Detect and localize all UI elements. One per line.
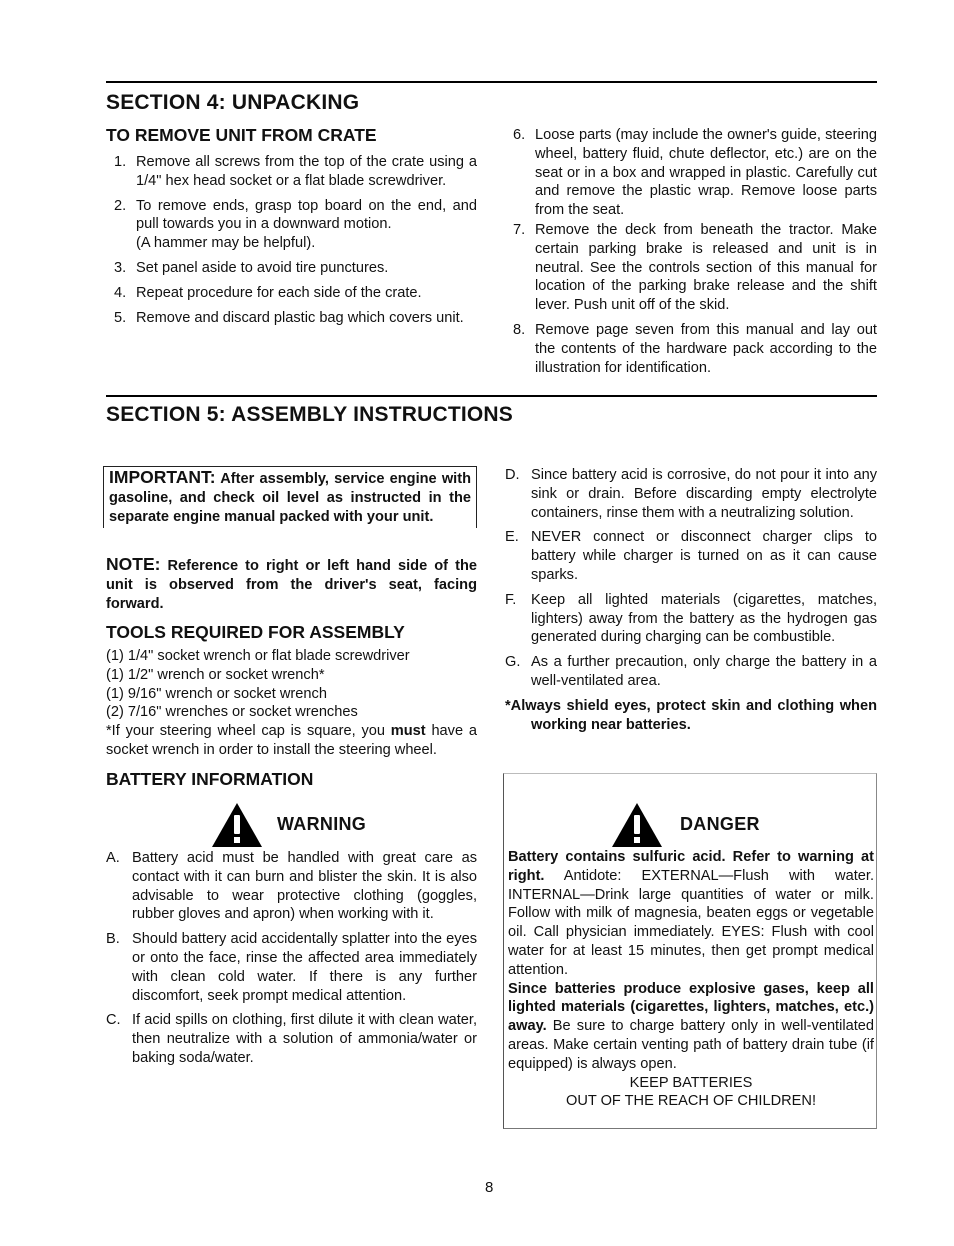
list-item: A. Battery acid must be handled with great care as contact with it can burn and blister the skin. It is also advisable to wear protective clothing (goggles, rubber gloves and apron) when working with it. [106,850,477,923]
page-number: 8 [485,1179,494,1196]
important-notice: IMPORTANT: After assembly, service engine with gasoline, and check oil level as instructed in the separate engine manual packed with your unit. [109,467,471,525]
warning-label: WARNING [277,814,367,834]
list-item: G. As a further precaution, only charge the battery in a well-ventilated area. [505,654,877,689]
list-item: (1) 9/16" wrench or socket wrench [106,685,327,702]
list-item: 5. Remove and discard plastic bag which covers unit. [114,309,464,326]
list-item: 1. Remove all screws from the top of the crate using a 1/4" hex head socket or a flat blade screwdriver. [114,154,477,189]
battery-list-left [106,849,477,1068]
list-item: 8. Remove page seven from this manual and lay out the contents of the hardware pack according to the illustration for identification. [513,321,877,376]
important-box [103,466,477,528]
note-text: NOTE: Reference to right or left hand side of the unit is observed from the driver's seat, facing forward. [106,554,477,612]
tools-footnote: *If your steering wheel cap is square, you must have a socket wrench in order to install the steering wheel. [106,723,477,758]
list-item: (2) 7/16" wrenches or socket wrenches [106,704,358,721]
section-4-title: SECTION 4: UNPACKING [106,91,360,114]
section-4-right-column [505,126,877,377]
battery-list-right [505,466,877,734]
list-item: 7. Remove the deck from beneath the tractor. Make certain parking brake is released and unit is in neutral. See the controls section of this manual for location of the parking brake release and the shift lever. Push unit off of the skid. [513,221,877,314]
list-item: 2. To remove ends, grasp top board on the end, and pull towards you in a downward motion. (A hammer may be helpful). [114,197,477,252]
note-block [106,555,477,613]
danger-label: DANGER [680,814,760,834]
list-item: B. Should battery acid accidentally splatter into the eyes or onto the face, rinse the affected area immediately with clean cold water. If there is any further discomfort, seek prompt medical attention. [106,931,477,1004]
section-5-title: SECTION 5: ASSEMBLY INSTRUCTIONS [106,403,514,426]
section-divider [106,395,877,397]
danger-text [508,848,874,1111]
section-4-left-column [106,153,477,327]
list-item: D. Since battery acid is corrosive, do not pour it into any sink or drain. Before discarding empty electrolyte containers, rinse them with a neutralizing solution. [505,467,877,521]
keep-batteries-line-1: KEEP BATTERIES [629,1074,753,1091]
list-item: 6. Loose parts (may include the owner's guide, steering wheel, battery fluid, chute deflector, etc.) are on the seat or in a box and wrapped in plastic. Carefully cut and remove the plastic wrap. Remove loose parts from the seat. [513,127,877,219]
danger-paragraph-1: Battery contains sulfuric acid. Refer to warning at right. Antidote: EXTERNAL—Flush with water. INTERNAL—Drink large quantities of water or milk. Follow with milk of magnesia, beaten eggs or vegetable oil. Call physician immediately. EYES: Flush with cool water for at least 15 minutes, then get prompt medical attention. [508,849,874,978]
tools-heading: TOOLS REQUIRED FOR ASSEMBLY [106,622,405,642]
list-item: 3. Set panel aside to avoid tire punctures. [114,259,389,276]
danger-box [503,773,877,1129]
tools-list [106,647,477,760]
battery-heading: BATTERY INFORMATION [106,769,314,789]
list-item: C. If acid spills on clothing, first dilute it with clean water, then neutralize with a solution of ammonia/water or baking soda/water. [106,1012,477,1066]
list-item: (1) 1/4" socket wrench or flat blade screwdriver [106,648,410,664]
warning-icon [211,802,263,848]
list-item: (1) 1/2" wrench or socket wrench* [106,666,325,683]
crate-heading: TO REMOVE UNIT FROM CRATE [106,125,377,145]
keep-batteries-line-2: OUT OF THE REACH OF CHILDREN! [565,1093,816,1110]
list-item: 4. Repeat procedure for each side of the crate. [114,284,422,301]
danger-icon [611,802,663,848]
shield-note: *Always shield eyes, protect skin and clothing when working near batteries. [505,697,877,733]
list-item: E. NEVER connect or disconnect charger clips to battery while charger is turned on as it can cause sparks. [505,529,877,583]
danger-paragraph-2: Since batteries produce explosive gases, keep all lighted materials (cigarettes, lighters, matches, etc.) away. Be sure to charge battery only in well-ventilated areas. Make certain venting path of battery drain tube (if equipped) is always open. [508,980,874,1072]
list-item: F. Keep all lighted materials (cigarettes, matches, lighters) away from the battery as the hydrogen gas generated during charging can be combustible. [505,591,877,646]
top-divider [106,81,877,83]
